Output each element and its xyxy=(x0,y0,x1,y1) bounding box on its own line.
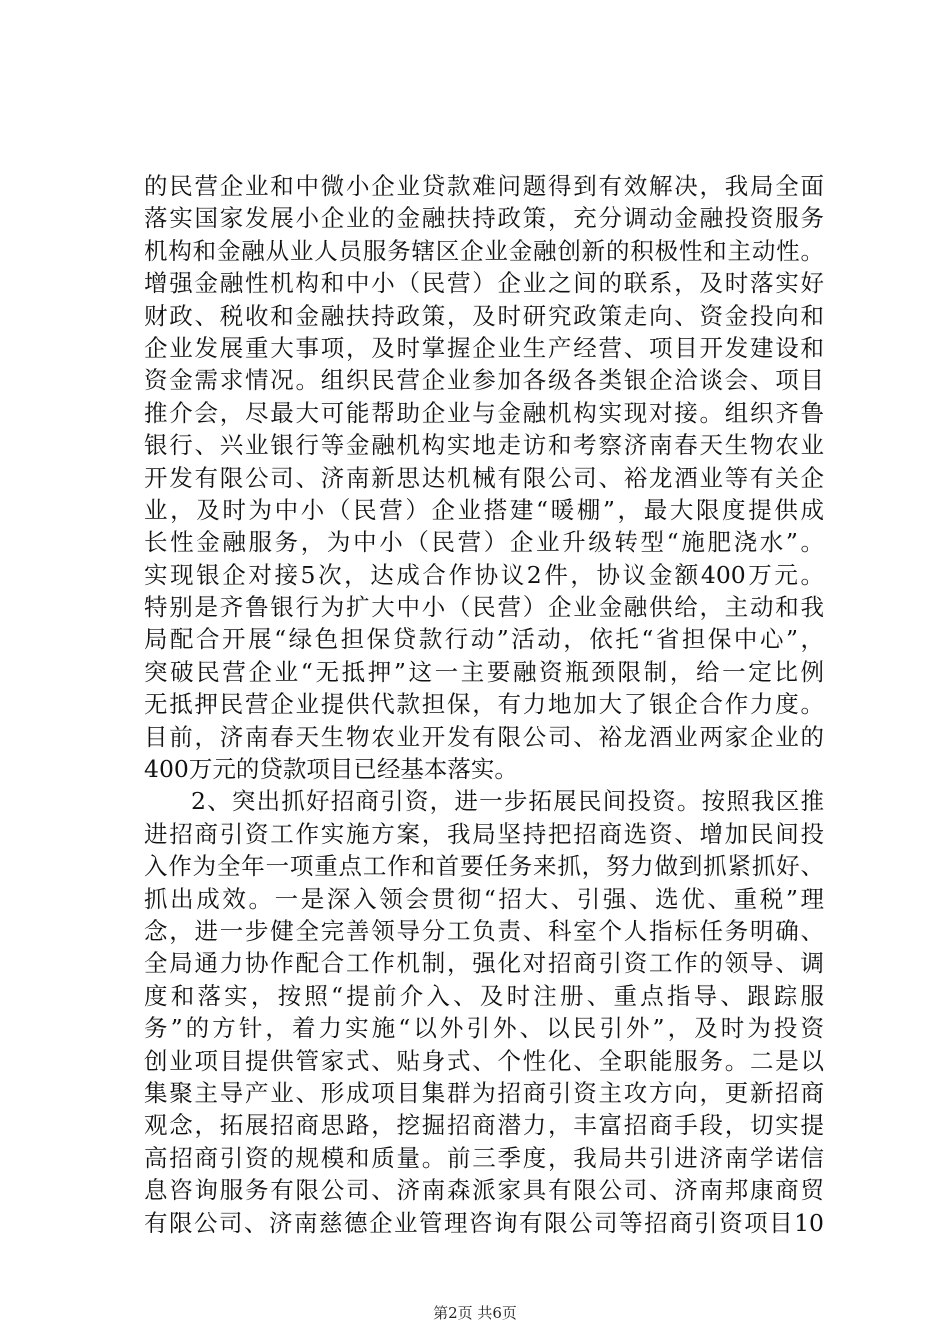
text-line: 增强金融性机构和中小（民营）企业之间的联系，及时落实好 xyxy=(144,269,824,298)
text-line: 400万元的贷款项目已经基本落实。 xyxy=(144,755,518,784)
text-line: 业，及时为中小（民营）企业搭建“暖棚”，最大限度提供成 xyxy=(144,495,824,524)
text-line: 高招商引资的规模和质量。前三季度，我局共引进济南学诺信 xyxy=(144,1143,824,1172)
body-text xyxy=(144,170,824,1239)
text-line: 全局通力协作配合工作机制，强化对招商引资工作的领导、调 xyxy=(144,949,824,978)
text-line: 突破民营企业“无抵押”这一主要融资瓶颈限制，给一定比例 xyxy=(144,657,824,686)
text-line: 务”的方针，着力实施“以外引外、以民引外”，及时为投资 xyxy=(144,1014,824,1043)
text-line: 息咨询服务有限公司、济南森派家具有限公司、济南邦康商贸 xyxy=(144,1176,824,1205)
paragraph-first-line: 2、突出抓好招商引资，进一步拓展民间投资。按照我区推 xyxy=(191,787,824,816)
text-line: 念，进一步健全完善领导分工负责、科室个人指标任务明确、 xyxy=(144,916,824,945)
text-line: 观念，拓展招商思路，挖掘招商潜力，丰富招商手段，切实提 xyxy=(144,1111,824,1140)
text-line: 有限公司、济南慈德企业管理咨询有限公司等招商引资项目10 xyxy=(144,1208,824,1237)
text-line: 度和落实，按照“提前介入、及时注册、重点指导、跟踪服 xyxy=(144,981,824,1010)
text-line: 机构和金融从业人员服务辖区企业金融创新的积极性和主动性。 xyxy=(144,236,824,265)
text-line: 的民营企业和中微小企业贷款难问题得到有效解决，我局全面 xyxy=(144,172,824,200)
text-line: 集聚主导产业、形成项目集群为招商引资主攻方向，更新招商 xyxy=(144,1078,824,1107)
page-number-footer: 第2页 共6页 xyxy=(433,1304,517,1322)
text-line: 入作为全年一项重点工作和首要任务来抓，努力做到抓紧抓好、 xyxy=(144,852,824,881)
text-line: 企业发展重大事项，及时掌握企业生产经营、项目开发建设和 xyxy=(144,333,824,362)
text-line: 银行、兴业银行等金融机构实地走访和考察济南春天生物农业 xyxy=(144,431,824,460)
text-line: 进招商引资工作实施方案，我局坚持把招商选资、增加民间投 xyxy=(144,819,824,848)
text-line: 无抵押民营企业提供代款担保，有力地加大了银企合作力度。 xyxy=(144,690,824,719)
text-line: 推介会，尽最大可能帮助企业与金融机构实现对接。组织齐鲁 xyxy=(144,398,824,427)
text-line: 实现银企对接5次，达成合作协议2件，协议金额400万元。 xyxy=(144,560,824,589)
text-line: 目前，济南春天生物农业开发有限公司、裕龙酒业两家企业的 xyxy=(144,722,824,751)
text-line: 长性金融服务，为中小（民营）企业升级转型“施肥浇水”。 xyxy=(144,528,824,557)
text-line: 开发有限公司、济南新思达机械有限公司、裕龙酒业等有关企 xyxy=(144,463,824,492)
text-line: 资金需求情况。组织民营企业参加各级各类银企洽谈会、项目 xyxy=(144,366,824,395)
text-line: 落实国家发展小企业的金融扶持政策，充分调动金融投资服务 xyxy=(144,204,824,233)
text-line: 特别是齐鲁银行为扩大中小（民营）企业金融供给，主动和我 xyxy=(144,593,824,622)
text-line: 财政、税收和金融扶持政策，及时研究政策走向、资金投向和 xyxy=(144,301,824,330)
text-line: 创业项目提供管家式、贴身式、个性化、全职能服务。二是以 xyxy=(144,1046,824,1075)
text-line: 抓出成效。一是深入领会贯彻“招大、引强、选优、重税”理 xyxy=(144,884,824,913)
text-line: 局配合开展“绿色担保贷款行动”活动，依托“省担保中心”， xyxy=(144,625,824,654)
